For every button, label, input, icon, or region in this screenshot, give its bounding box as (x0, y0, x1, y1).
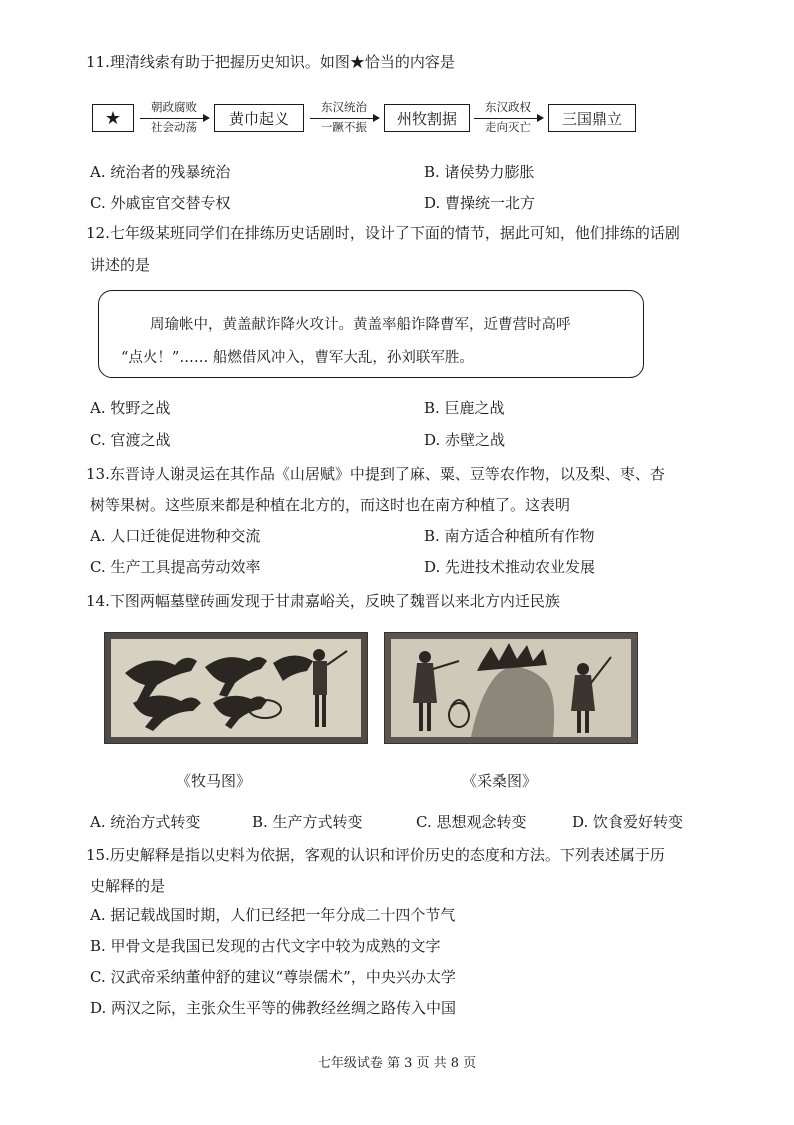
q14-option-b[interactable]: B. 生产方式转变 (252, 813, 363, 831)
q12-option-a[interactable]: A. 牧野之战 (90, 399, 171, 417)
flow-box-2: 州牧割据 (384, 104, 470, 132)
q13-stem-line1: 13.东晋诗人谢灵运在其作品《山居赋》中提到了麻、粟、豆等农作物，以及梨、枣、杏 (86, 465, 665, 483)
q15-option-c[interactable]: C. 汉武帝采纳董仲舒的建议“尊崇儒术”，中央兴办太学 (90, 968, 456, 986)
flow-arrow-2 (308, 98, 380, 138)
caption-herding-horses: 《牧马图》 (176, 772, 252, 790)
q14-option-d[interactable]: D. 饮食爱好转变 (572, 813, 684, 831)
star-box: ★ (92, 104, 134, 132)
q13-stem-line2: 树等果树。这些原来都是种植在北方的，而这时也在南方种植了。这表明 (90, 496, 571, 514)
q15-stem-line1: 15.历史解释是指以史料为依据，客观的认识和评价历史的态度和方法。下列表述属于历 (86, 846, 665, 864)
q15-option-d[interactable]: D. 两汉之际，主张众生平等的佛教经丝绸之路传入中国 (90, 999, 457, 1017)
arrow-2-bottom-text: 一蹶不振 (321, 120, 367, 134)
arrow-3-bottom-text: 走向灭亡 (485, 120, 531, 134)
q13-option-a[interactable]: A. 人口迁徙促进物种交流 (90, 527, 261, 545)
mulberry-picking-illustration (385, 633, 637, 743)
scene-line-2: “点火！”…… 船燃借风冲入，曹军大乱，孙刘联军胜。 (121, 350, 474, 366)
herding-horses-mural (104, 632, 368, 744)
herding-horses-illustration (105, 633, 367, 743)
scene-line-1: 周瑜帐中，黄盖献诈降火攻计。黄盖率船诈降曹军，近曹营时高呼 (150, 317, 571, 333)
mulberry-picking-mural (384, 632, 638, 744)
arrow-1-bottom-text: 社会动荡 (151, 120, 197, 134)
flow-arrow-3 (472, 98, 544, 138)
flow-box-3: 三国鼎立 (548, 104, 636, 132)
arrow-1-top-text: 朝政腐败 (151, 100, 197, 114)
q14-option-c[interactable]: C. 思想观念转变 (416, 813, 527, 831)
q15-option-a[interactable]: A. 据记载战国时期，人们已经把一年分成二十四个节气 (90, 906, 456, 924)
q11-option-b[interactable]: B. 诸侯势力膨胀 (424, 163, 535, 181)
q15-option-b[interactable]: B. 甲骨文是我国已发现的古代文字中较为成熟的文字 (90, 937, 441, 955)
arrow-2-top-text: 东汉统治 (321, 100, 367, 114)
arrow-3-top-text: 东汉政权 (485, 100, 531, 114)
q13-option-c[interactable]: C. 生产工具提高劳动效率 (90, 558, 261, 576)
q13-option-d[interactable]: D. 先进技术推动农业发展 (424, 558, 596, 576)
q12-option-b[interactable]: B. 巨鹿之战 (424, 399, 505, 417)
q12-stem-line2: 讲述的是 (90, 256, 151, 274)
flow-box-1: 黄巾起义 (214, 104, 304, 132)
q11-option-d[interactable]: D. 曹操统一北方 (424, 194, 536, 212)
caption-mulberry-picking: 《采桑图》 (462, 772, 538, 790)
q14-option-a[interactable]: A. 统治方式转变 (90, 813, 201, 831)
q13-option-b[interactable]: B. 南方适合种植所有作物 (424, 527, 595, 545)
q11-option-c[interactable]: C. 外戚宦官交替专权 (90, 194, 231, 212)
q11-stem: 11.理清线索有助于把握历史知识。如图★恰当的内容是 (86, 53, 455, 71)
q11-option-a[interactable]: A. 统治者的残暴统治 (90, 163, 231, 181)
q12-option-c[interactable]: C. 官渡之战 (90, 431, 171, 449)
page-footer: 七年级试卷 第 3 页 共 8 页 (317, 1056, 477, 1071)
q12-scene-box (98, 290, 644, 378)
q14-stem: 14.下图两幅墓壁砖画发现于甘肃嘉峪关，反映了魏晋以来北方内迁民族 (86, 592, 560, 610)
flow-arrow-1 (138, 98, 210, 138)
q12-stem-line1: 12.七年级某班同学们在排练历史话剧时，设计了下面的情节，据此可知，他们排练的话剧 (86, 224, 680, 242)
q15-stem-line2: 史解释的是 (90, 877, 166, 895)
q12-option-d[interactable]: D. 赤壁之战 (424, 431, 506, 449)
